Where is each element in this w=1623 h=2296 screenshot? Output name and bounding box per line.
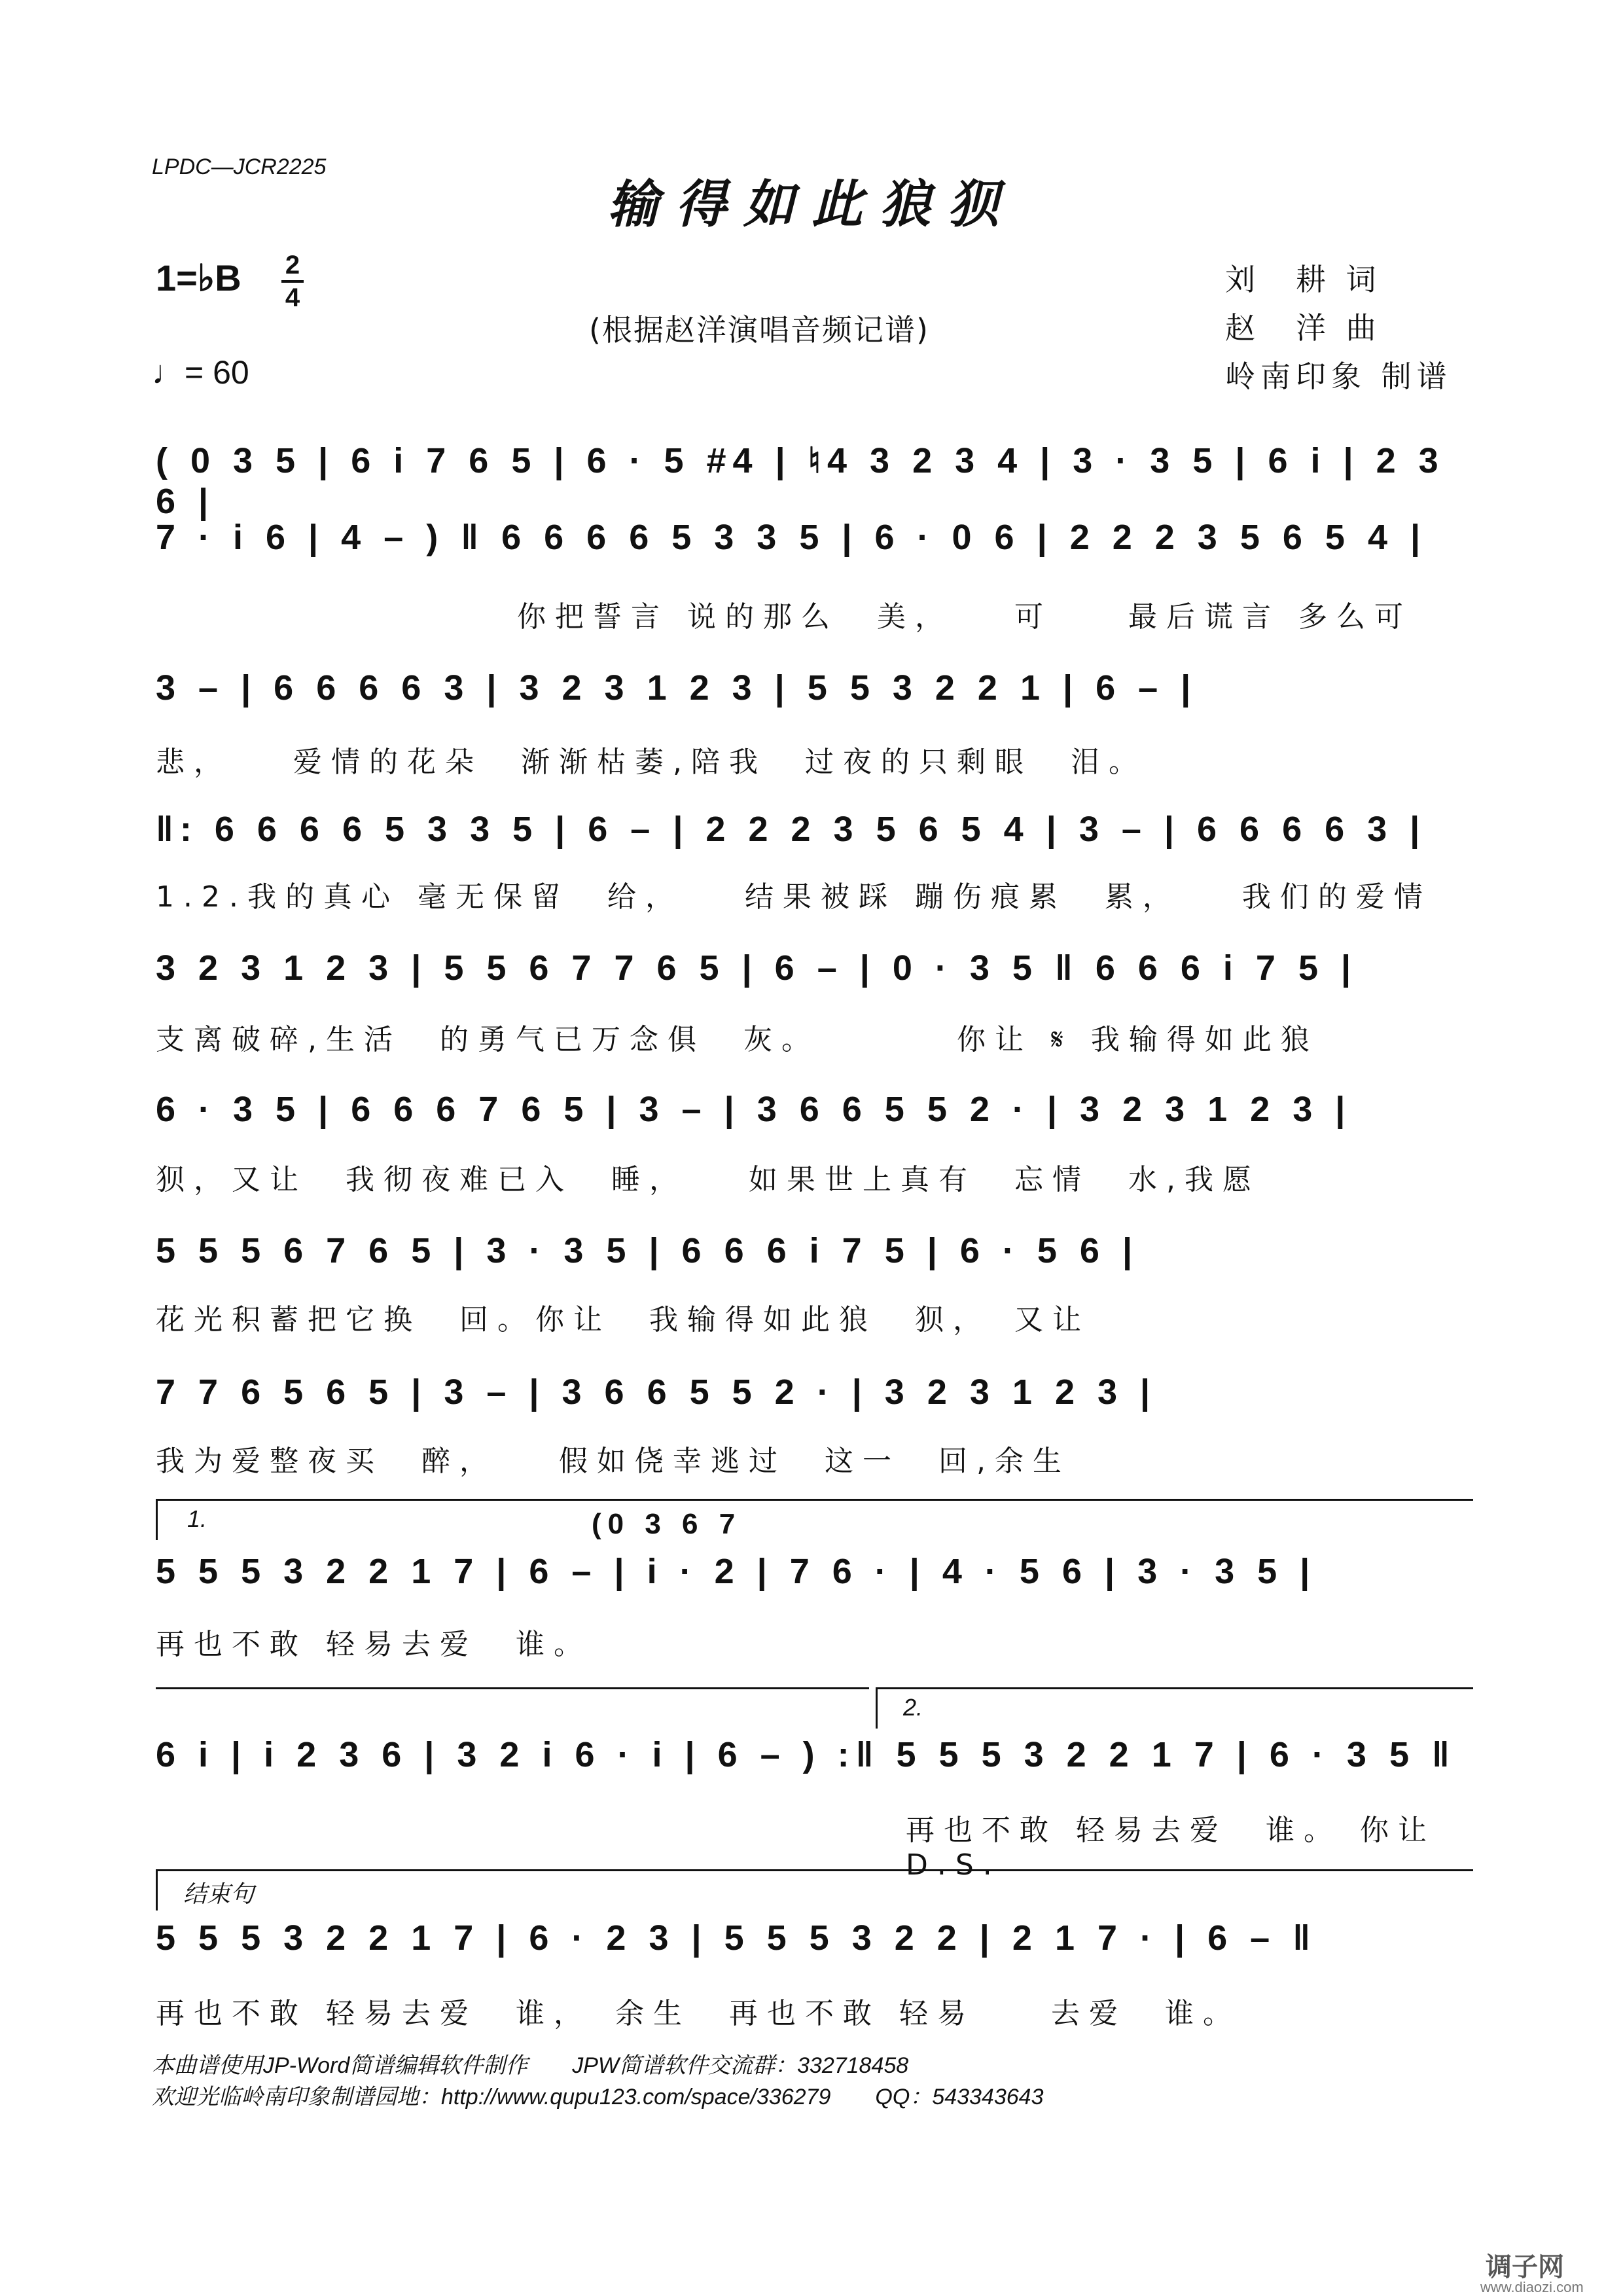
tempo-mark: ♩= 60 [152,354,249,391]
composer-credit: 赵 洋 曲 [1225,310,1382,346]
score-code: LPDC—JCR2225 [152,154,327,179]
lyrics-line-11: 再也不敢 轻易去爱 谁， 余生 再也不敢 轻易 去爱 谁。 [156,1997,1241,2030]
footer-line-1: 本曲谱使用JP-Word简谱编辑软件制作 JPW简谱软件交流群：332718458 [152,2053,909,2078]
volta-1-continuation [156,1687,869,1689]
meter-bottom: 4 [285,283,300,312]
credits [1225,255,1452,401]
score-system-11: 5 5 5 3 2 2 1 7 | 6 · 2 3 | 5 5 5 3 2 2 | 2 1 7 · | 6 – ‖ [156,1918,1317,1958]
score-system-3: 3 – | 6 6 6 6 3 | 3 2 3 1 2 3 | 5 5 3 2 2 1 | 6 – | [156,668,1198,708]
score-system-5: 3 2 3 1 2 3 | 5 5 6 7 7 6 5 | 6 – | 0 · 3 5 ‖ 6 6 6 i 7 5 | [156,948,1358,988]
subtitle: (根据赵洋演唱音频记谱) [589,312,929,348]
inner-phrase: (0 3 6 7 [592,1508,742,1540]
score-system-2: 7 · i 6 | 4 – ) ‖ 6 6 6 6 5 3 3 5 | 6 · 0 6 | 2 2 2 3 5 6 5 4 | [156,518,1427,557]
footer-line-2: 欢迎光临岭南印象制谱园地：http://www.qupu123.com/space/336279 QQ：543343643 [152,2085,1044,2109]
score-system-7: 5 5 5 6 7 6 5 | 3 · 3 5 | 6 6 6 i 7 5 | 6 · 5 6 | [156,1231,1139,1270]
lyrics-line-5: 支离破碎,生活 的勇气已万念俱 灰。 你让 𝄋 我输得如此狼 [156,1023,1319,1056]
score-system-10: 6 i | i 2 3 6 | 3 2 i 6 · i | 6 – ) :‖ 5 5 5 3 2 2 1 7 | 6 · 3 5 ‖ [156,1735,1456,1774]
score-system-6: 6 · 3 5 | 6 6 6 7 6 5 | 3 – | 3 6 6 5 5 2 · | 3 2 3 1 2 3 | [156,1090,1352,1129]
lyricist-credit: 刘 耕 词 [1225,262,1382,297]
watermark-logo: 调子网 [1486,2252,1564,2282]
lyrics-line-4: 1.2.我的真心 毫无保留 给， 结果被踩 蹦伤痕累 累， 我们的爱情 [156,880,1432,914]
transcriber-credit: 岭南印象 制谱 [1225,359,1452,394]
score-system-1: ( 0 3 5 | 6 i 7 6 5 | 6 · 5 #4 | ♮4 3 2 3 4 | 3 · 3 5 | 6 i | 2 3 6 | [156,441,1445,521]
score-system-8: 7 7 6 5 6 5 | 3 – | 3 6 6 5 5 2 · | 3 2 3 1 2 3 | [156,1372,1157,1412]
coda-label: 结束句 [183,1880,255,1907]
lyrics-line-2: 你把誓言 说的那么 美， 可 最后谎言 多么可 [517,600,1412,634]
score-system-4: ‖: 6 6 6 6 5 3 3 5 | 6 – | 2 2 2 3 5 6 5 4 | 3 – | 6 6 6 6 3 | [156,810,1427,849]
time-signature [281,251,304,312]
page-title: 输得如此狼狈 [607,175,1016,234]
lyrics-line-10: 再也不敢 轻易去爱 谁。 你让 D.S. [906,1814,1436,1882]
coda-bracket [156,1869,1473,1910]
lyrics-line-6: 狈，又让 我彻夜难已入 睡， 如果世上真有 忘情 水,我愿 [156,1163,1260,1196]
watermark-url: www.diaozi.com [1480,2279,1584,2295]
lyrics-line-8: 我为爱整夜买 醉， 假如侥幸逃过 这一 回,余生 [156,1444,1071,1478]
score-system-9: 5 5 5 3 2 2 1 7 | 6 – | i · 2 | 7 6 · | 4 · 5 6 | 3 · 3 5 | [156,1552,1317,1591]
volta-label-1: 1. [187,1505,207,1532]
volta-bracket-1 [156,1499,1473,1540]
lyrics-line-7: 花光积蓄把它换 回。你让 我输得如此狼 狈， 又让 [156,1303,1090,1336]
meter-top: 2 [285,251,300,279]
volta-bracket-2 [876,1687,1473,1729]
volta-label-2: 2. [903,1694,923,1721]
lyrics-line-3: 悲， 爱情的花朵 渐渐枯萎,陪我 过夜的只剩眼 泪。 [156,745,1147,779]
lyrics-line-9: 再也不敢 轻易去爱 谁。 [156,1628,592,1661]
key-signature: 1=♭B [156,257,241,298]
